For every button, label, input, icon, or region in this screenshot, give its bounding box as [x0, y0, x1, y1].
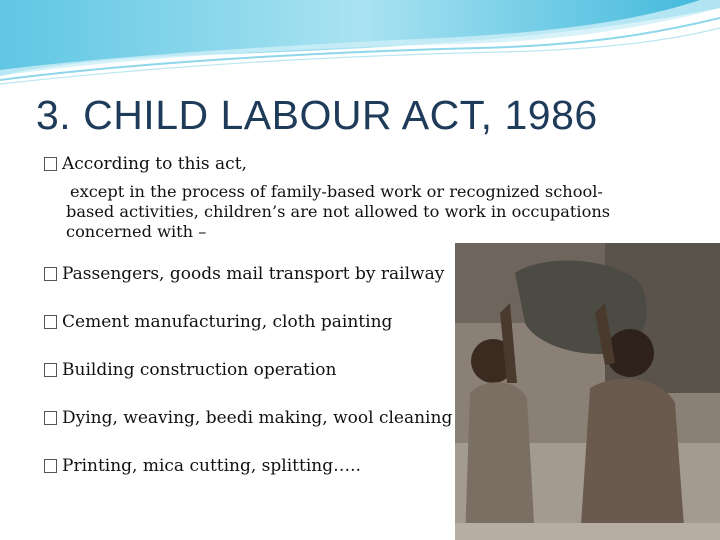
intro-line: concerned with –	[66, 222, 207, 241]
intro-bullet-text: According to this act,	[62, 154, 247, 174]
intro-paragraph	[66, 182, 666, 242]
intro-bullet	[44, 154, 247, 174]
bullet-item	[44, 312, 392, 332]
intro-line: based activities, children’s are not allowed to work in occupations	[66, 202, 611, 221]
bullet-text: Passengers, goods mail transport by railway	[62, 264, 445, 284]
intro-line: except in the process of family-based work or recognized school-	[70, 182, 603, 201]
bullet-text: Building construction operation	[62, 360, 337, 380]
bullet-text: Dying, weaving, beedi making, wool cleaning	[62, 408, 453, 428]
child-labour-photo	[455, 243, 720, 540]
bullet-item	[44, 456, 361, 476]
bullet-box-icon	[44, 157, 57, 171]
slide-title: 3. CHILD LABOUR ACT, 1986	[36, 92, 598, 138]
bullet-text: Printing, mica cutting, splitting…..	[62, 456, 361, 476]
bullet-text: Cement manufacturing, cloth painting	[62, 312, 393, 332]
decorative-banner	[0, 0, 720, 90]
bullet-box-icon	[44, 411, 57, 425]
bullet-box-icon	[44, 459, 57, 473]
bullet-item	[44, 408, 452, 428]
bullet-box-icon	[44, 363, 57, 377]
bullet-box-icon	[44, 267, 57, 281]
bullet-box-icon	[44, 315, 57, 329]
bullet-item	[44, 360, 336, 380]
bullet-item	[44, 264, 444, 284]
